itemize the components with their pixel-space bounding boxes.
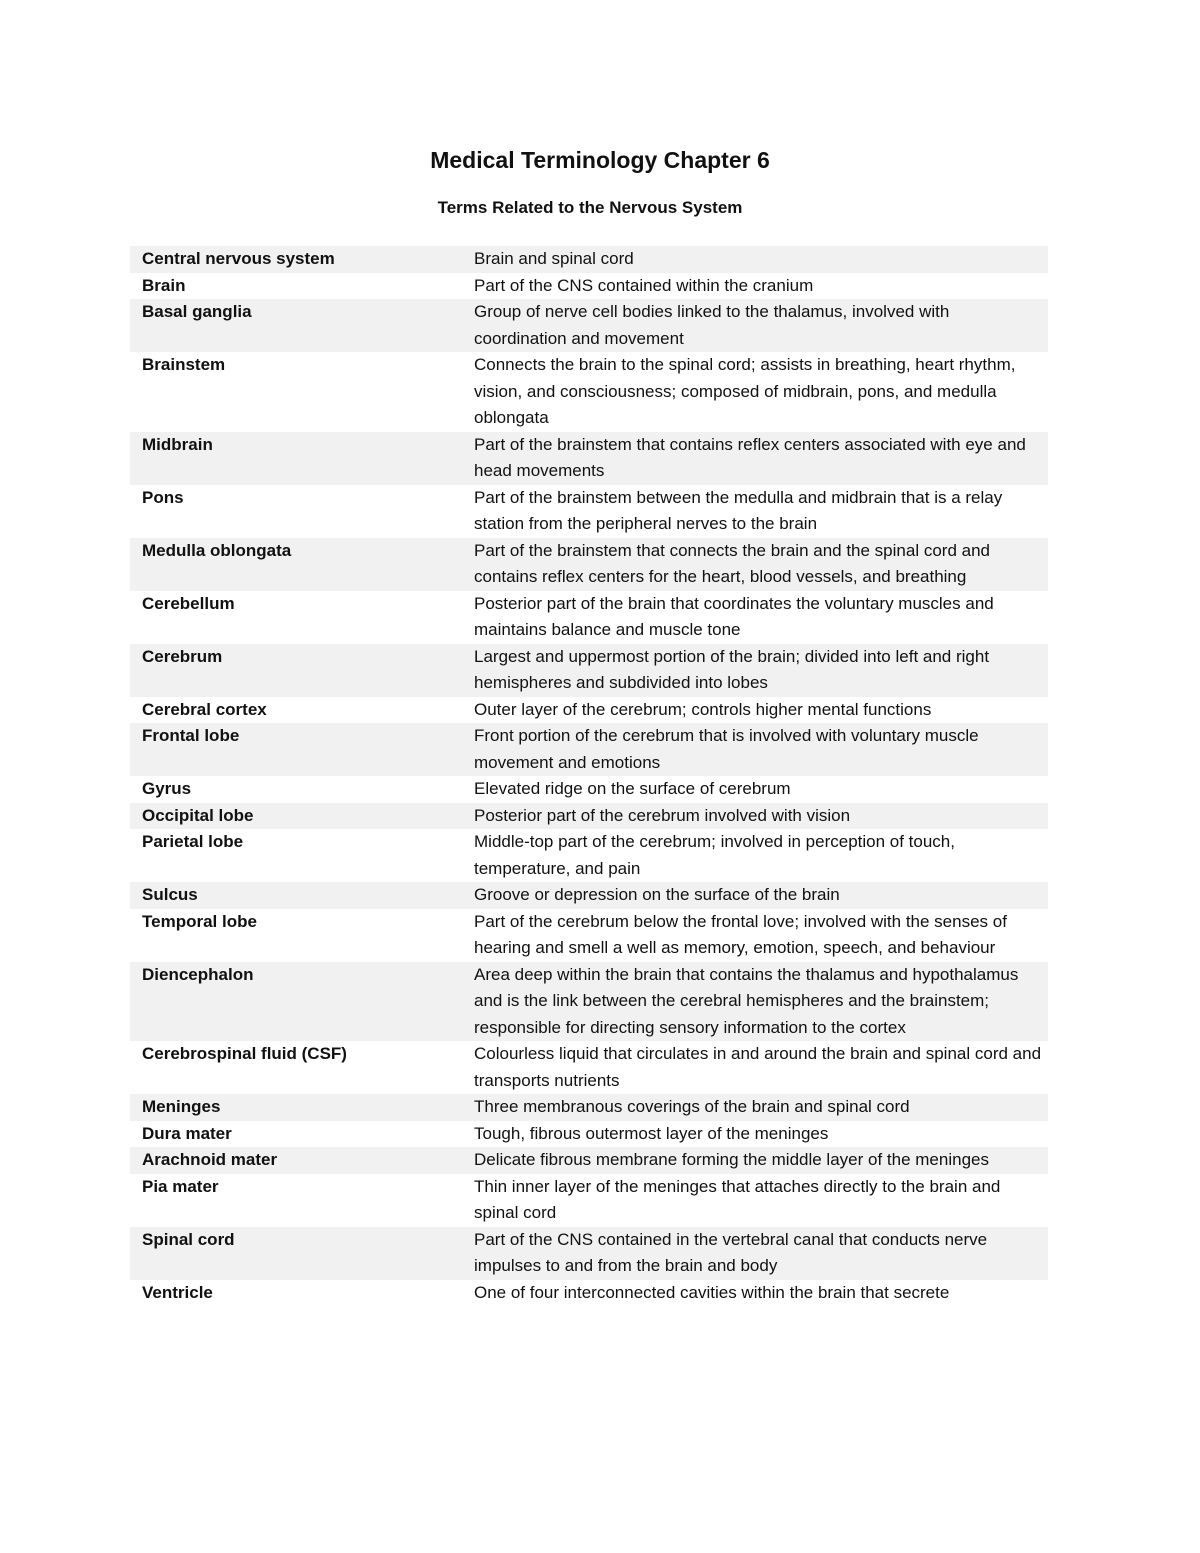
definition-cell: Part of the cerebrum below the frontal love; involved with the senses of hearing and smell a well as memory, emotion, speech, and behaviour <box>474 909 1048 962</box>
definition-cell: Group of nerve cell bodies linked to the thalamus, involved with coordination and movement <box>474 299 1048 352</box>
table-row <box>130 1041 1048 1094</box>
table-row <box>130 962 1048 1042</box>
terms-table <box>130 246 1048 1306</box>
definition-cell: Three membranous coverings of the brain and spinal cord <box>474 1094 1048 1121</box>
table-row <box>130 246 1048 273</box>
term-cell: Meninges <box>130 1094 474 1121</box>
term-cell: Midbrain <box>130 432 474 485</box>
table-row <box>130 803 1048 830</box>
table-row <box>130 485 1048 538</box>
term-cell: Basal ganglia <box>130 299 474 352</box>
term-cell: Temporal lobe <box>130 909 474 962</box>
table-row <box>130 1227 1048 1280</box>
table-row <box>130 697 1048 724</box>
term-cell: Diencephalon <box>130 962 474 1042</box>
definition-cell: One of four interconnected cavities within the brain that secrete <box>474 1280 1048 1307</box>
table-row <box>130 829 1048 882</box>
definition-cell: Delicate fibrous membrane forming the middle layer of the meninges <box>474 1147 1048 1174</box>
table-row <box>130 723 1048 776</box>
definition-cell: Elevated ridge on the surface of cerebrum <box>474 776 1048 803</box>
term-cell: Cerebrum <box>130 644 474 697</box>
definition-cell: Area deep within the brain that contains the thalamus and hypothalamus and is the link between the cerebral hemispheres and the brainstem; responsible for directing sensory information to the cortex <box>474 962 1048 1042</box>
definition-cell: Part of the brainstem between the medulla and midbrain that is a relay station from the peripheral nerves to the brain <box>474 485 1048 538</box>
definition-cell: Middle-top part of the cerebrum; involved in perception of touch, temperature, and pain <box>474 829 1048 882</box>
term-cell: Frontal lobe <box>130 723 474 776</box>
terms-table-body <box>130 246 1048 1306</box>
definition-cell: Tough, fibrous outermost layer of the meninges <box>474 1121 1048 1148</box>
term-cell: Cerebellum <box>130 591 474 644</box>
term-cell: Sulcus <box>130 882 474 909</box>
definition-cell: Posterior part of the brain that coordinates the voluntary muscles and maintains balance and muscle tone <box>474 591 1048 644</box>
term-cell: Spinal cord <box>130 1227 474 1280</box>
definition-cell: Outer layer of the cerebrum; controls higher mental functions <box>474 697 1048 724</box>
table-row <box>130 1280 1048 1307</box>
table-row <box>130 432 1048 485</box>
table-row <box>130 644 1048 697</box>
definition-cell: Connects the brain to the spinal cord; assists in breathing, heart rhythm, vision, and consciousness; composed of midbrain, pons, and medulla oblongata <box>474 352 1048 432</box>
definition-cell: Front portion of the cerebrum that is involved with voluntary muscle movement and emotions <box>474 723 1048 776</box>
table-row <box>130 352 1048 432</box>
term-cell: Occipital lobe <box>130 803 474 830</box>
term-cell: Pons <box>130 485 474 538</box>
table-row <box>130 776 1048 803</box>
term-cell: Arachnoid mater <box>130 1147 474 1174</box>
table-row <box>130 1094 1048 1121</box>
table-row <box>130 591 1048 644</box>
definition-cell: Colourless liquid that circulates in and around the brain and spinal cord and transports nutrients <box>474 1041 1048 1094</box>
definition-cell: Part of the CNS contained within the cranium <box>474 273 1048 300</box>
term-cell: Gyrus <box>130 776 474 803</box>
document-subtitle: Terms Related to the Nervous System <box>437 198 743 217</box>
table-row <box>130 299 1048 352</box>
definition-cell: Thin inner layer of the meninges that attaches directly to the brain and spinal cord <box>474 1174 1048 1227</box>
definition-cell: Groove or depression on the surface of the brain <box>474 882 1048 909</box>
term-cell: Medulla oblongata <box>130 538 474 591</box>
term-cell: Dura mater <box>130 1121 474 1148</box>
definition-cell: Posterior part of the cerebrum involved with vision <box>474 803 1048 830</box>
table-row <box>130 909 1048 962</box>
term-cell: Central nervous system <box>130 246 474 273</box>
definition-cell: Part of the brainstem that connects the brain and the spinal cord and contains reflex centers for the heart, blood vessels, and breathing <box>474 538 1048 591</box>
definition-cell: Part of the brainstem that contains reflex centers associated with eye and head movements <box>474 432 1048 485</box>
table-row <box>130 538 1048 591</box>
document-title: Medical Terminology Chapter 6 <box>430 147 770 173</box>
definition-cell: Part of the CNS contained in the vertebral canal that conducts nerve impulses to and from the brain and body <box>474 1227 1048 1280</box>
table-row <box>130 273 1048 300</box>
term-cell: Pia mater <box>130 1174 474 1227</box>
term-cell: Brain <box>130 273 474 300</box>
definition-cell: Brain and spinal cord <box>474 246 1048 273</box>
term-cell: Brainstem <box>130 352 474 432</box>
term-cell: Cerebrospinal fluid (CSF) <box>130 1041 474 1094</box>
table-row <box>130 1174 1048 1227</box>
definition-cell: Largest and uppermost portion of the brain; divided into left and right hemispheres and subdivided into lobes <box>474 644 1048 697</box>
table-row <box>130 882 1048 909</box>
table-row <box>130 1147 1048 1174</box>
term-cell: Parietal lobe <box>130 829 474 882</box>
term-cell: Cerebral cortex <box>130 697 474 724</box>
table-row <box>130 1121 1048 1148</box>
term-cell: Ventricle <box>130 1280 474 1307</box>
